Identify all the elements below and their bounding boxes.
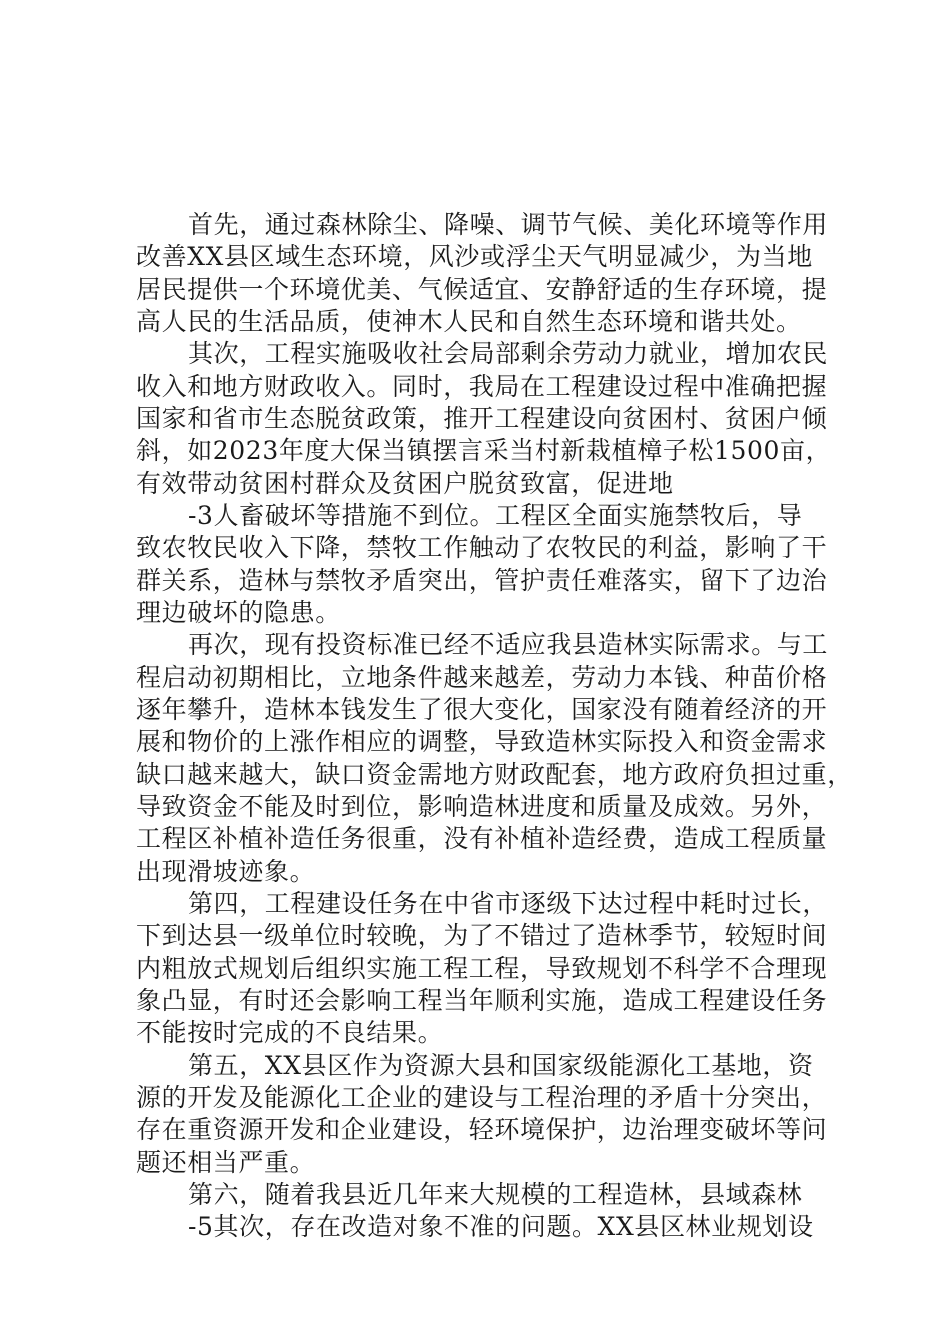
text-line: 收入和地方财政收入。同时，我局在工程建设过程中准确把握 xyxy=(136,372,828,401)
text-line: -5其次，存在改造对象不准的问题。XX县区林业规划设 xyxy=(188,1212,814,1241)
text-line: 首先，通过森林除尘、降噪、调节气候、美化环境等作用 xyxy=(188,210,829,239)
text-line: 源的开发及能源化工企业的建设与工程治理的矛盾十分突出， xyxy=(136,1083,828,1112)
text-line: 第五，XX县区作为资源大县和国家级能源化工基地，资 xyxy=(188,1051,814,1080)
text-line: 存在重资源开发和企业建设，轻环境保护，边治理变破坏等问 xyxy=(136,1115,828,1144)
text-line: 下到达县一级单位时较晚，为了不错过了造林季节，较短时间 xyxy=(136,921,828,950)
text-line: 内粗放式规划后组织实施工程工程，导致规划不科学不合理现 xyxy=(136,954,828,983)
text-line: 程启动初期相比，立地条件越来越差，劳动力本钱、种苗价格 xyxy=(136,663,828,692)
text-line: 缺口越来越大，缺口资金需地方财政配套，地方政府负担过重， xyxy=(136,760,853,789)
text-line: 致农牧民收入下降，禁牧工作触动了农牧民的利益，影响了干 xyxy=(136,533,828,562)
text-line: 斜，如2023年度大保当镇摆言采当村新栽植樟子松1500亩， xyxy=(136,436,832,465)
text-line: 群关系，造林与禁牧矛盾突出，管护责任难落实，留下了边治 xyxy=(136,566,828,595)
text-line: 再次，现有投资标准已经不适应我县造林实际需求。与工 xyxy=(188,630,829,659)
text-line: 第六，随着我县近几年来大规模的工程造林，县域森林 xyxy=(188,1180,803,1209)
text-line: 题还相当严重。 xyxy=(136,1148,316,1177)
text-line: 出现滑坡迹象。 xyxy=(136,857,316,886)
text-line: 理边破坏的隐患。 xyxy=(136,598,341,627)
text-line: 逐年攀升，造林本钱发生了很大变化，国家没有随着经济的开 xyxy=(136,695,828,724)
text-line: 高人民的生活品质，使神木人民和自然生态环境和谐共处。 xyxy=(136,307,802,336)
text-line: 展和物价的上涨作相应的调整，导致造林实际投入和资金需求 xyxy=(136,727,828,756)
text-line: -3人畜破坏等措施不到位。工程区全面实施禁牧后，导 xyxy=(188,501,803,530)
text-line: 国家和省市生态脱贫政策，推开工程建设向贫困村、贫困户倾 xyxy=(136,404,828,433)
text-line: 有效带动贫困村群众及贫困户脱贫致富，促进地 xyxy=(136,469,674,498)
text-line: 不能按时完成的不良结果。 xyxy=(136,1018,444,1047)
text-line: 其次，工程实施吸收社会局部剩余劳动力就业，增加农民 xyxy=(188,339,829,368)
text-line: 导致资金不能及时到位，影响造林进度和质量及成效。另外， xyxy=(136,792,828,821)
text-line: 工程区补植补造任务很重，没有补植补造经费，造成工程质量 xyxy=(136,824,828,853)
text-line: 居民提供一个环境优美、气候适宜、安静舒适的生存环境，提 xyxy=(136,275,828,304)
text-line: 象凸显，有时还会影响工程当年顺利实施，造成工程建设任务 xyxy=(136,986,828,1015)
text-line: 第四，工程建设任务在中省市逐级下达过程中耗时过长， xyxy=(188,889,829,918)
text-line: 改善XX县区域生态环境，风沙或浮尘天气明显减少，为当地 xyxy=(136,242,813,271)
